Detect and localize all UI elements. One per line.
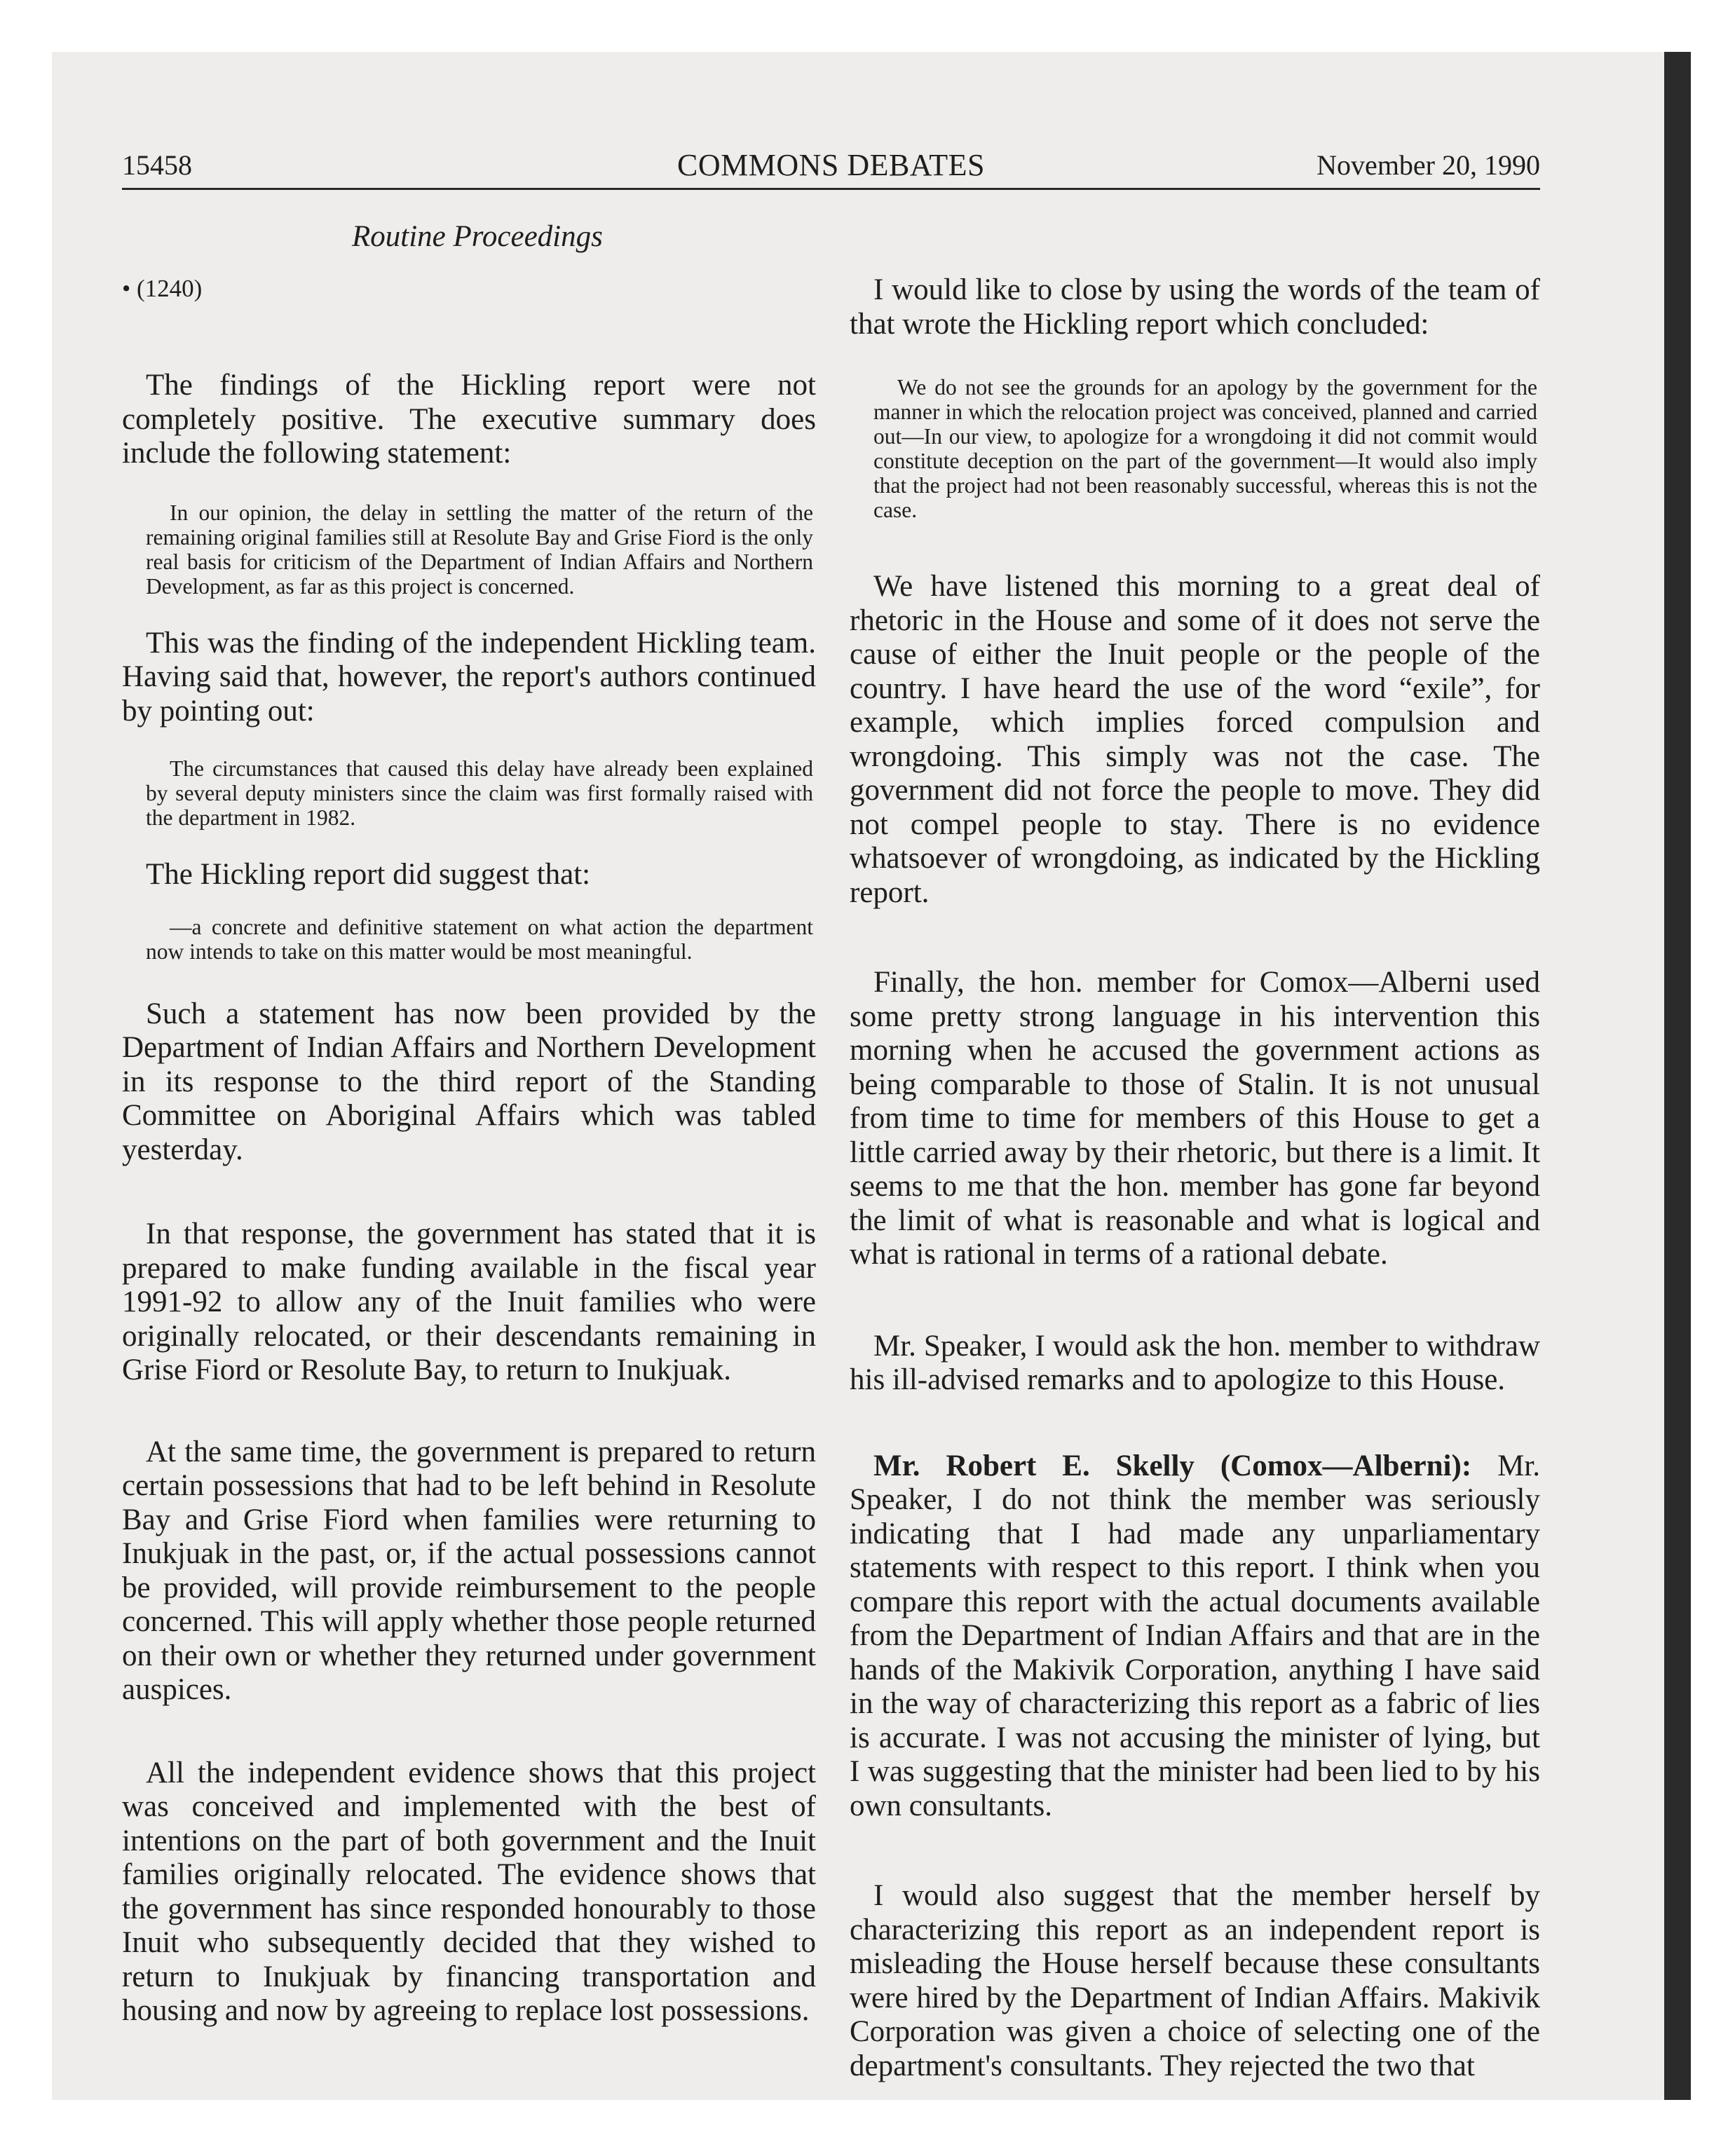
block-quote: We do not see the grounds for an apology by the government for the manner in which the relocation project was conceived, planned and carried out—In our view, to apologize for a wrongdoing it did not commit would constitute deception on the part of the government—It would also imply that the project had not been reasonably successful, whereas this is not the case. — [873, 375, 1537, 522]
speech-text: Mr. Speaker, I do not think the member was seriously indicating that I had made any unparliamentary statements with respect to this report. I think when you compare this report with the actual documents available from the Department of Indian Affairs and that are in the hands of the Makivik Corporation, anything I have said in the way of characterizing this report as a fabric of lies is accurate. I was not accusing the minister of lying, but I was suggesting that the minister had been lied to by his own consultants. — [850, 1449, 1540, 1822]
publication-title: COMMONS DEBATES — [676, 148, 985, 182]
paragraph: This was the finding of the independent Hickling team. Having said that, however, the report's authors continued by pointing out: — [122, 626, 816, 728]
sitting-date: November 20, 1990 — [1316, 149, 1540, 181]
page-number: 15458 — [122, 149, 192, 181]
header-rule — [122, 188, 1540, 190]
paragraph: Mr. Speaker, I would ask the hon. member to withdraw his ill-advised remarks and to apologize to this House. — [850, 1329, 1540, 1396]
paragraph: The Hickling report did suggest that: — [146, 858, 591, 891]
paragraph: In that response, the government has stated that it is prepared to make funding available in the fiscal year 1991-92 to allow any of the Inuit families who were originally relocated, or their descendants remaining in Grise Fiord or Resolute Bay, to return to Inukjuak. — [122, 1217, 816, 1386]
paragraph: At the same time, the government is prepared to return certain possessions that had to be left behind in Resolute Bay and Grise Fiord when families were returning to Inukjuak in the past, or, if the actual possessions cannot be provided, will provide reimbursement to the people concerned. This will apply whether those people returned on their own or whether they returned under government auspices. — [122, 1435, 816, 1706]
block-quote: The circumstances that caused this delay have already been explained by several deputy ministers since the claim was first formally raised with the department in 1982. — [146, 756, 813, 830]
paragraph: We have listened this morning to a great deal of rhetoric in the House and some of it does not serve the cause of either the Inuit people or the people of the country. I have heard the use of the word “exile”, for example, which implies forced compulsion and wrongdoing. This simply was not the case. The government did not force the people to move. They did not compel people to stay. There is no evidence whatsoever of wrongdoing, as indicated by the Hickling report. — [850, 570, 1540, 909]
paragraph: The findings of the Hickling report were not completely positive. The executive summary does include the following statement: — [122, 369, 816, 470]
paragraph: I would like to close by using the words of the team of that wrote the Hickling report which concluded: — [850, 273, 1540, 341]
paragraph: Finally, the hon. member for Comox—Alberni used some pretty strong language in his intervention this morning when he accused the government actions as being comparable to those of Stalin. It is not unusual from time to time for members of this House to get a little carried away by their rhetoric, but there is a limit. It seems to me that the hon. member has gone far beyond the limit of what is reasonable and what is logical and what is rational in terms of a rational debate. — [850, 966, 1540, 1271]
time-mark: • (1240) — [122, 275, 203, 302]
block-quote: —a concrete and definitive statement on what action the department now intends to take on this matter would be most meaningful. — [146, 914, 813, 964]
scan-edge-shadow — [1664, 52, 1691, 2100]
paragraph: I would also suggest that the member herself by characterizing this report as an independent report is misleading the House herself because these consultants were hired by the Department of Indian Affairs. Makivik Corporation was given a choice of selecting one of the department's consultants. They rejected the two that — [850, 1879, 1540, 2082]
running-head — [122, 149, 1540, 188]
speaker-name: Mr. Robert E. Skelly (Comox—Alberni): — [873, 1449, 1472, 1482]
section-title-text: Routine Proceedings — [352, 220, 603, 253]
block-quote: In our opinion, the delay in settling the matter of the return of the remaining original families still at Resolute Bay and Grise Fiord is the only real basis for criticism of the Department of Indian Affairs and Northern Development, as far as this project is concerned. — [146, 500, 813, 599]
speaker-paragraph — [850, 1449, 1540, 1824]
right-column — [850, 273, 1540, 2083]
left-column — [122, 273, 816, 2028]
paragraph: All the independent evidence shows that this project was conceived and implemented with the best of intentions on the part of both government and the Inuit families originally relocated. The evidence shows that the government has since responded honourably to those Inuit who subsequently decided that they wished to return to Inukjuak by financing transportation and housing and now by agreeing to replace lost possessions. — [122, 1756, 816, 2027]
paragraph: Such a statement has now been provided by the Department of Indian Affairs and Northern Development in its response to the third report of the Standing Committee on Aboriginal Affairs which was tabled yesterday. — [122, 997, 816, 1166]
